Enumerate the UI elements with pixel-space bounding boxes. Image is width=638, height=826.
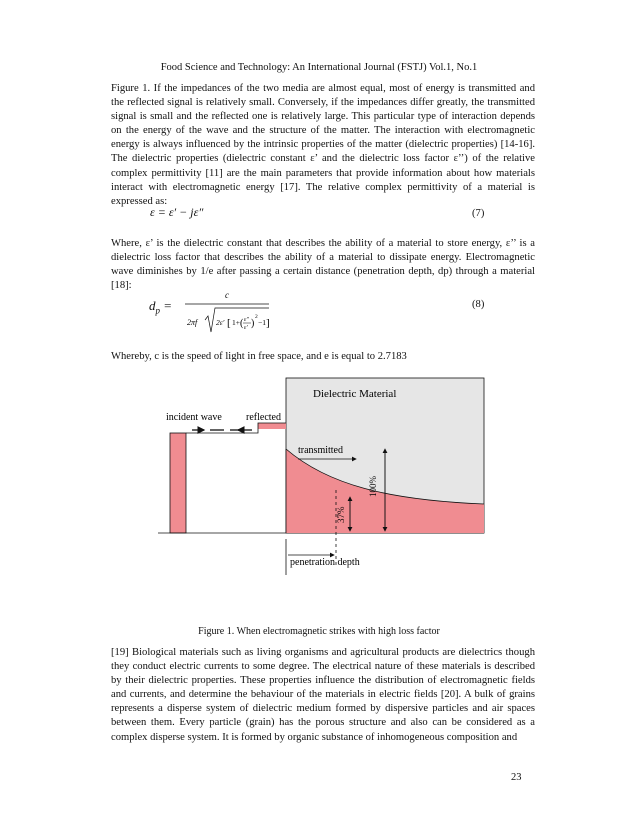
svg-text:]: ] — [266, 317, 270, 329]
equation-7-number: (7) — [472, 208, 485, 219]
svg-text:1+: 1+ — [232, 318, 240, 327]
running-header: Food Science and Technology: An International Journal (FSTJ) Vol.1, No.1 — [160, 62, 478, 73]
paragraph-speed-of-light: Whereby, c is the speed of light in free space, and e is equal to 2.7183 — [111, 351, 407, 362]
eq8-fraction-svg — [149, 288, 289, 336]
label-37-percent: 37% — [336, 506, 346, 523]
svg-text:ε″: ε″ — [244, 317, 249, 323]
equation-7: ε = ε′ − jε″ — [150, 205, 204, 219]
paragraph-loss-factor: Where, ε’ is the dielectric constant that describes the ability of a material to store energy, ε’’ is a dielectric loss factor that describes the ability of a material to dissipate energy. Electromagnetic wave diminishes by 1/e after passing a certain distance (penetration depth, dp) through a material [18]: — [111, 238, 535, 292]
svg-text:2: 2 — [255, 314, 258, 320]
page-number: 23 — [511, 772, 522, 783]
svg-text:): ) — [251, 318, 255, 329]
svg-text:−1: −1 — [258, 318, 266, 327]
paragraph-biological-materials: [19] Biological materials such as living organisms and agricultural products are dielectrics though they conduct electric currents to some degree. The electrical nature of these materials is described by their dielectric properties. These properties influence the distribution of electromagnetic fields and currents, and determine the behaviour of the materials in electric fields [20]. A bulk of grains represents a disperse system of dielectric medium formed by dispersive particles and air spaces between them. Every particle (grain) has the porous structure and also can be considered as a complex disperse system. It is formed by organic substance of inhomogeneous composition and — [111, 647, 535, 743]
reflected-label: reflected — [246, 412, 281, 423]
svg-text:[: [ — [227, 317, 231, 329]
equation-8: $d_p$ = c 2πf 2ε′ [ 1+ ( ε″ ε′ ) 2 −1 ] — [149, 288, 289, 336]
figure-caption: Figure 1. When electromagnetic strikes with high loss factor — [198, 626, 440, 637]
equation-8-number: (8) — [472, 299, 485, 310]
transmitted-label: transmitted — [298, 445, 343, 456]
reflected-step — [258, 423, 286, 429]
eq8-subscript: p — [155, 305, 160, 316]
paragraph-intro: Figure 1. If the impedances of the two media are almost equal, most of energy is transmitted and the reflected signal is relatively small. Conversely, if the impedances differ greatly, the transmitted signal is small and the reflected one is relatively large. This particular type of interaction depends on the energy of the wave and the structure of the matter. The interaction with electromagnetic energy is always influenced by the intrinsic properties of the matter (dielectric properties) [14-16]. The dielectric properties (dielectric constant ε’ and the dielectric loss factor ε’’) of the relative complex permittivity [11] are the main parameters that provide information about how materials interact with electromagnetic energy [17]. The relative complex permittivity of a material is expressed as: — [111, 83, 535, 207]
incident-wave-label: incident wave — [166, 412, 222, 423]
svg-text:2ε′: 2ε′ — [216, 318, 225, 327]
label-100-percent: 100% — [368, 476, 378, 497]
penetration-depth-label: penetration depth — [290, 557, 360, 568]
eq8-denominator-prefix: 2πf — [187, 318, 198, 327]
eq8-numerator: c — [225, 290, 229, 300]
incident-pulse — [170, 433, 186, 533]
dielectric-material-label: Dielectric Material — [313, 388, 397, 400]
svg-text:ε′: ε′ — [244, 325, 248, 331]
svg-text:(: ( — [240, 318, 244, 329]
figure-electromagnetic-diagram — [158, 375, 488, 620]
eq8-lhs: d — [149, 298, 156, 313]
